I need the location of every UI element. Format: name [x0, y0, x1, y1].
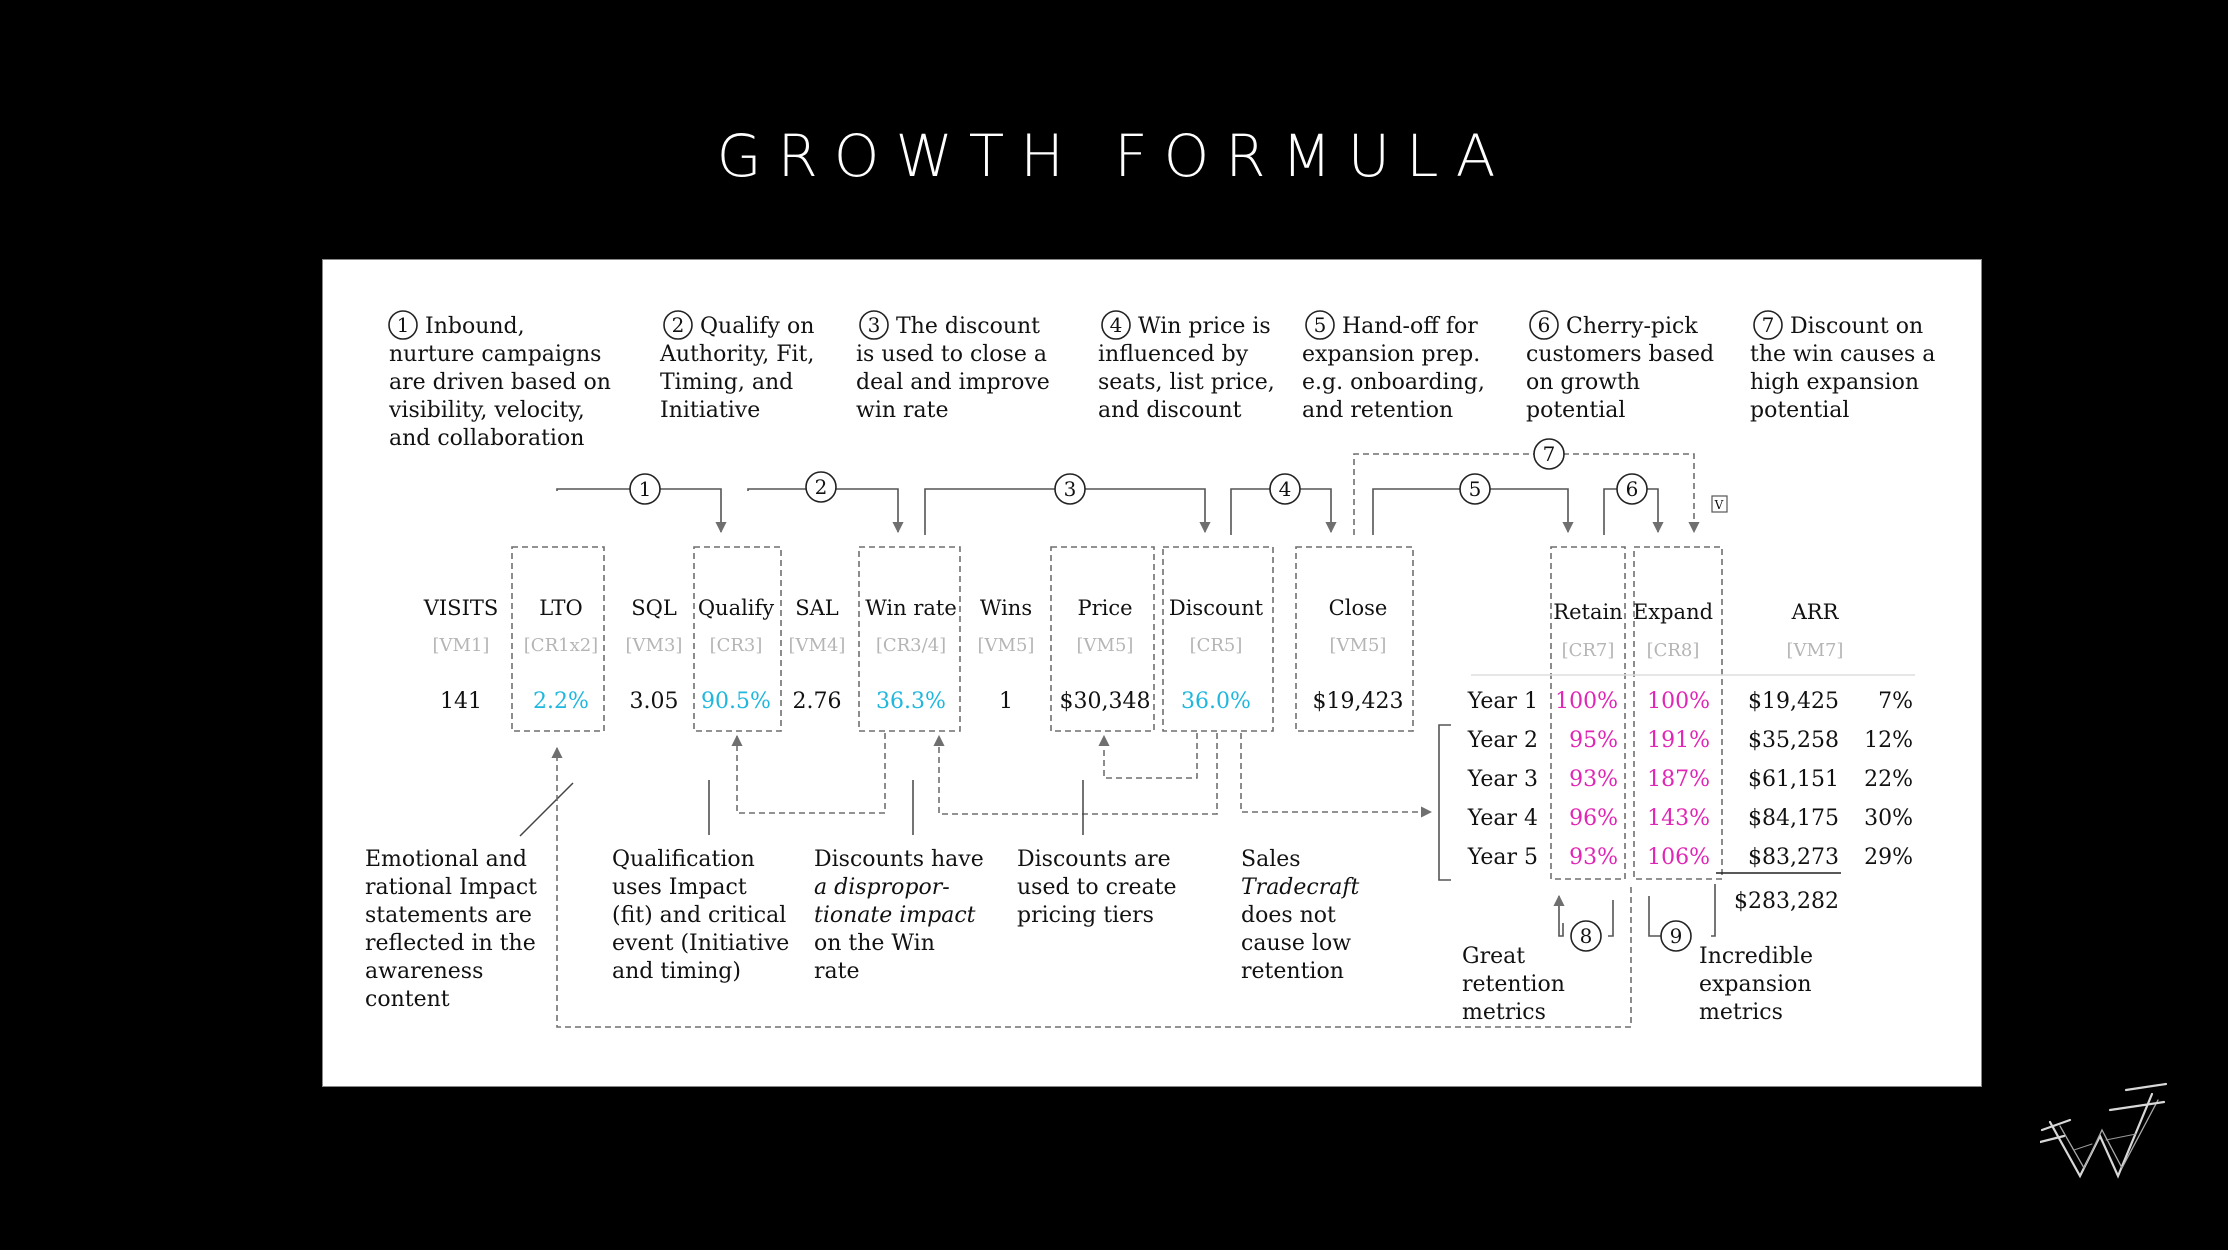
note-3-line: is used to close a	[856, 342, 1047, 367]
flow-step-3: 3	[1063, 477, 1077, 501]
note-5-line: and retention	[1302, 398, 1454, 423]
note-7-line: potential	[1750, 398, 1850, 423]
table-header-code: [VM7]	[1786, 640, 1844, 661]
table-row-expand: 143%	[1647, 806, 1710, 831]
bottom-label-7-line: Incredible	[1699, 944, 1813, 969]
retention-bracket	[1608, 900, 1613, 936]
table-row-pct: 30%	[1864, 806, 1913, 831]
note-6-line: potential	[1526, 398, 1626, 423]
formula-panel	[322, 259, 1982, 1087]
note-2-line: Qualify on	[700, 314, 815, 339]
note-6-line: customers based	[1526, 342, 1715, 367]
retention-arrow	[1559, 896, 1563, 936]
bottom-label-7-line: expansion	[1699, 972, 1812, 997]
bottom-label-1-line: statements are	[365, 903, 532, 928]
metric-value: $30,348	[1059, 689, 1151, 714]
bottom-label-7-line: metrics	[1699, 1000, 1783, 1025]
bottom-label-3-line: tionate impact	[814, 903, 976, 928]
bottom-label-2-line: Qualification	[612, 847, 755, 872]
bottom-label-6-line: Great	[1462, 944, 1526, 969]
bottom-label-3-line: a dispropor-	[814, 875, 950, 900]
note-3-line: The discount	[896, 314, 1041, 339]
table-row-retain: 100%	[1555, 689, 1618, 714]
metric-code: [CR3/4]	[875, 635, 947, 656]
note-5-line: e.g. onboarding,	[1302, 370, 1485, 395]
note-2-line: Authority, Fit,	[660, 342, 815, 367]
metric-label: VISITS	[423, 596, 499, 620]
note-5-number: 5	[1313, 313, 1327, 337]
table-header: Retain	[1553, 600, 1623, 624]
tradecraft-to-retention	[1241, 733, 1431, 812]
note-5-line: expansion prep.	[1302, 342, 1481, 367]
bottom-label-2-line: and timing)	[612, 959, 741, 984]
metric-value: 3.05	[629, 689, 679, 714]
metric-code: [VM4]	[788, 635, 846, 656]
note-6-line: on growth	[1526, 370, 1641, 395]
table-row-pct: 29%	[1864, 845, 1913, 870]
bottom-label-2-line: event (Initiative	[612, 931, 790, 956]
note-6-line: Cherry-pick	[1566, 314, 1698, 339]
table-header-code: [CR7]	[1561, 640, 1615, 661]
v-badge: V	[1714, 498, 1724, 512]
note-4-line: Win price is	[1138, 314, 1271, 339]
table-row-arr: $35,258	[1748, 728, 1839, 753]
retention-step-8: 8	[1579, 924, 1593, 948]
metric-code: [VM1]	[432, 635, 490, 656]
arr-total: $283,282	[1734, 889, 1839, 914]
table-row-pct: 22%	[1864, 767, 1913, 792]
table-row-retain: 96%	[1569, 806, 1618, 831]
note-7-number: 7	[1761, 313, 1775, 337]
table-row-year: Year 2	[1467, 728, 1538, 753]
slide-title: GROWTH FORMULA	[716, 122, 1512, 190]
flow-step-4: 4	[1278, 477, 1292, 501]
w-logo	[2040, 1080, 2170, 1180]
note-3-line: deal and improve	[856, 370, 1050, 395]
metric-label: Win rate	[865, 596, 957, 620]
table-header-code: [CR8]	[1646, 640, 1700, 661]
note-2-line: Timing, and	[660, 370, 794, 395]
metric-label: Qualify	[697, 596, 775, 620]
bottom-label-4-line: Discounts are	[1017, 847, 1171, 872]
metric-code: [CR3]	[709, 635, 763, 656]
table-row-expand: 106%	[1647, 845, 1710, 870]
years-bracket	[1439, 725, 1451, 880]
bottom-label-6-line: metrics	[1462, 1000, 1546, 1025]
table-row-arr: $61,151	[1748, 767, 1839, 792]
bottom-label-5-line: Tradecraft	[1241, 875, 1360, 900]
metric-value: 2.76	[792, 689, 842, 714]
metric-label: Close	[1328, 596, 1388, 620]
metric-value: 90.5%	[701, 689, 771, 714]
bottom-label-3-line: on the Win	[814, 931, 935, 956]
note-2-number: 2	[671, 313, 685, 337]
note-4-number: 4	[1109, 313, 1123, 337]
table-row-expand: 187%	[1647, 767, 1710, 792]
note-7-line: the win causes a	[1750, 342, 1936, 367]
note-3-line: win rate	[856, 398, 949, 423]
flow-step-2: 2	[814, 475, 828, 499]
bottom-label-4-line: used to create	[1017, 875, 1177, 900]
flow-step-7: 7	[1542, 442, 1556, 466]
discount-winrate	[939, 733, 1217, 814]
note-3-number: 3	[867, 313, 881, 337]
note-7-line: Discount on	[1790, 314, 1924, 339]
metric-value: 36.3%	[876, 689, 946, 714]
table-row-retain: 93%	[1569, 767, 1618, 792]
qualify-feedback	[737, 733, 885, 813]
note-4-line: influenced by	[1098, 342, 1249, 367]
metric-code: [CR5]	[1189, 635, 1243, 656]
note-4-line: and discount	[1098, 398, 1242, 423]
metric-code: [VM3]	[625, 635, 683, 656]
table-row-expand: 100%	[1647, 689, 1710, 714]
metric-value: 36.0%	[1181, 689, 1251, 714]
note-1-line: visibility, velocity,	[389, 398, 585, 423]
table-row-arr: $19,425	[1748, 689, 1839, 714]
metric-label: LTO	[539, 596, 583, 620]
bottom-label-4-line: pricing tiers	[1017, 903, 1154, 928]
metric-code: [VM5]	[1076, 635, 1134, 656]
flow-step-1: 1	[638, 477, 652, 501]
table-row-arr: $84,175	[1748, 806, 1839, 831]
bottom-label-2-line: uses Impact	[612, 875, 747, 900]
table-row-year: Year 4	[1467, 806, 1538, 831]
bottom-label-3-line: rate	[814, 959, 860, 984]
bottom-label-1-line: rational Impact	[365, 875, 537, 900]
note-1-number: 1	[396, 313, 410, 337]
table-row-pct: 7%	[1878, 689, 1913, 714]
table-row-retain: 95%	[1569, 728, 1618, 753]
note-5-line: Hand-off for	[1342, 314, 1478, 339]
awareness-pointer	[520, 783, 573, 836]
metric-code: [VM5]	[977, 635, 1035, 656]
bottom-label-1-line: Emotional and	[365, 847, 527, 872]
note-4-line: seats, list price,	[1098, 370, 1275, 395]
metric-label: Wins	[979, 596, 1033, 620]
table-row-pct: 12%	[1864, 728, 1913, 753]
table-row-year: Year 5	[1467, 845, 1538, 870]
metric-value: 2.2%	[533, 689, 589, 714]
table-row-retain: 93%	[1569, 845, 1618, 870]
metric-value: $19,423	[1312, 689, 1404, 714]
flow-step-5: 5	[1468, 477, 1482, 501]
metric-label: SQL	[631, 596, 677, 620]
bottom-label-5-line: does not	[1241, 903, 1336, 928]
bottom-label-5-line: cause low	[1241, 931, 1352, 956]
bottom-label-1-line: content	[365, 987, 450, 1012]
metric-code: [VM5]	[1329, 635, 1387, 656]
discount-price	[1104, 733, 1197, 778]
note-1-line: nurture campaigns	[389, 342, 602, 367]
note-1-line: Inbound,	[425, 314, 525, 339]
table-header: Expand	[1632, 600, 1714, 624]
table-row-arr: $83,273	[1748, 845, 1839, 870]
bottom-label-1-line: reflected in the	[365, 931, 536, 956]
bottom-label-1-line: awareness	[365, 959, 484, 984]
table-row-expand: 191%	[1647, 728, 1710, 753]
metric-label: Price	[1077, 596, 1133, 620]
metric-value: 1	[999, 689, 1013, 714]
note-6-number: 6	[1537, 313, 1551, 337]
metric-code: [CR1x2]	[523, 635, 599, 656]
note-2-line: Initiative	[660, 398, 761, 423]
bottom-label-3-line: Discounts have	[814, 847, 984, 872]
flow-step-6: 6	[1625, 477, 1639, 501]
bottom-label-6-line: retention	[1462, 972, 1565, 997]
bottom-label-2-line: (fit) and critical	[612, 903, 787, 928]
note-1-line: and collaboration	[389, 426, 585, 451]
bottom-label-5-line: Sales	[1241, 847, 1301, 872]
table-row-year: Year 3	[1467, 767, 1538, 792]
note-1-line: are driven based on	[389, 370, 611, 395]
metric-label: Discount	[1168, 596, 1264, 620]
table-row-year: Year 1	[1467, 689, 1538, 714]
metric-value: 141	[440, 689, 482, 714]
expansion-bracket-r	[1711, 884, 1715, 936]
growth-formula-diagram	[323, 260, 1981, 1086]
note-7-line: high expansion	[1750, 370, 1919, 395]
table-header: ARR	[1791, 600, 1839, 624]
bottom-label-5-line: retention	[1241, 959, 1344, 984]
metric-label: SAL	[795, 596, 839, 620]
expansion-step-9: 9	[1669, 924, 1683, 948]
